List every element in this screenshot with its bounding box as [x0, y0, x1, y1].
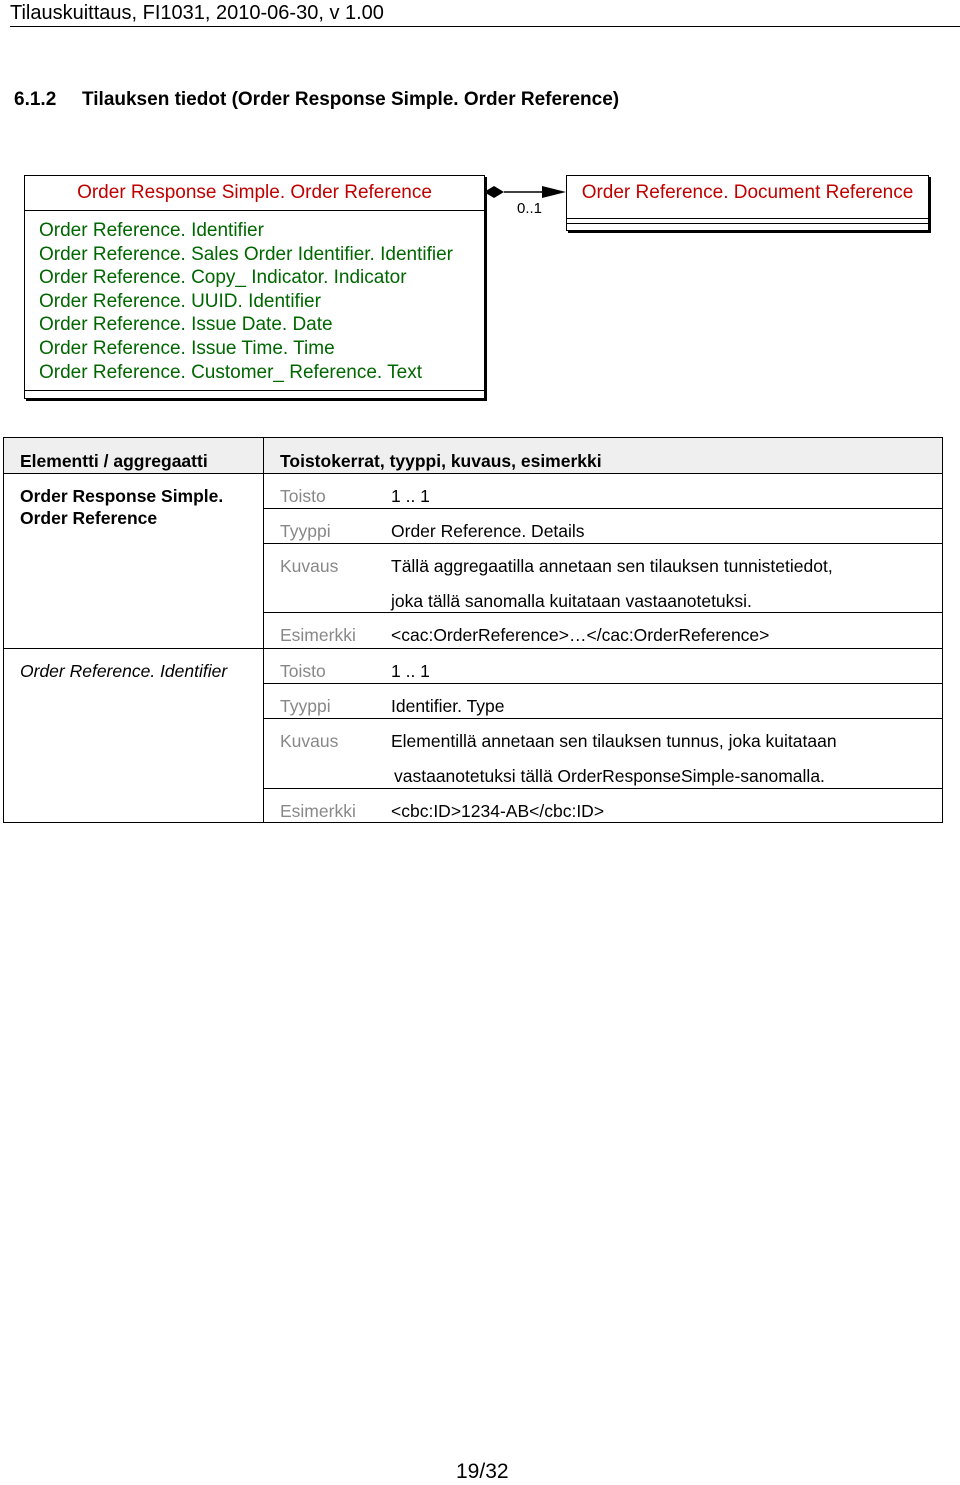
kuvaus-text: Elementillä annetaan sen tilauksen tunnus, joka kuitataan	[391, 731, 837, 751]
row-divider	[4, 648, 942, 649]
uml-operations-divider	[567, 223, 928, 224]
navigation-arrow-icon	[542, 186, 566, 198]
esimerkki-label: Esimerkki	[280, 625, 356, 645]
header-details: Toistokerrat, tyyppi, kuvaus, esimerkki	[280, 451, 602, 471]
kuvaus-text: joka tällä sanomalla kuitataan vastaanotetuksi.	[391, 591, 752, 611]
section-heading	[14, 89, 619, 111]
uml-attribute: Order Reference. Identifier	[39, 220, 264, 241]
uml-attribute: Order Reference. Sales Order Identifier. Identifier	[39, 243, 453, 265]
tyyppi-value: Order Reference. Details	[391, 521, 585, 541]
row-divider	[4, 473, 942, 474]
kuvaus-label: Kuvaus	[280, 556, 339, 576]
uml-attribute: Order Reference. Issue Date. Date	[39, 314, 333, 336]
toisto-value: 1 .. 1	[391, 486, 430, 506]
uml-attribute: Order Reference. UUID. Identifier	[39, 290, 321, 312]
header-element: Elementti / aggregaatti	[20, 451, 208, 471]
kuvaus-label: Kuvaus	[280, 731, 339, 751]
uml-attribute: Order Reference. Copy_ Indicator. Indicator	[39, 267, 407, 289]
esimerkki-label: Esimerkki	[280, 801, 356, 821]
kuvaus-text: Tällä aggregaatilla annetaan sen tilauksen tunnistetiedot,	[391, 556, 833, 576]
toisto-label: Toisto	[280, 486, 326, 506]
tyyppi-value: Identifier. Type	[391, 696, 505, 716]
esimerkki-value: <cac:OrderReference>…</cac:OrderReference>	[391, 625, 770, 645]
row-divider	[263, 683, 942, 684]
kuvaus-text: vastaanotetuksi tällä OrderResponseSimple-sanomalla.	[394, 766, 825, 786]
multiplicity-label: 0..1	[517, 200, 543, 217]
element-name: Order Reference	[20, 508, 158, 528]
row-divider	[263, 508, 942, 509]
uml-attribute-list	[25, 211, 484, 384]
uml-operations-divider	[25, 390, 484, 391]
uml-attribute: Order Reference. Issue Time. Time	[39, 337, 335, 359]
tyyppi-label: Tyyppi	[280, 696, 331, 716]
header-divider	[10, 26, 960, 27]
element-spec-table	[3, 437, 943, 823]
element-name: Order Reference. Identifier	[20, 661, 228, 681]
uml-attribute: Order Reference. Customer_ Reference. Text	[39, 361, 422, 383]
row-divider	[263, 788, 942, 789]
column-divider	[263, 438, 264, 822]
uml-class-document-reference	[566, 175, 929, 231]
uml-class-title: Order Reference. Document Reference	[581, 182, 914, 203]
uml-class-order-response-simple	[24, 175, 485, 399]
esimerkki-value: <cbc:ID>1234-AB</cbc:ID>	[391, 801, 605, 821]
uml-class-title: Order Response Simple. Order Reference	[25, 176, 484, 211]
section-title: Tilauksen tiedot (Order Response Simple. Order Reference)	[82, 89, 620, 110]
page-number: 19/32	[456, 1460, 509, 1483]
toisto-label: Toisto	[280, 661, 326, 681]
document-header: Tilauskuittaus, FI1031, 2010-06-30, v 1.00	[10, 2, 384, 24]
tyyppi-label: Tyyppi	[280, 521, 331, 541]
row-divider	[263, 543, 942, 544]
uml-attributes-divider	[567, 218, 928, 219]
section-number: 6.1.2	[14, 89, 57, 110]
element-name: Order Response Simple.	[20, 486, 224, 506]
row-divider	[263, 718, 942, 719]
toisto-value: 1 .. 1	[391, 661, 430, 681]
composition-diamond-icon	[484, 186, 504, 198]
row-divider	[263, 612, 942, 613]
